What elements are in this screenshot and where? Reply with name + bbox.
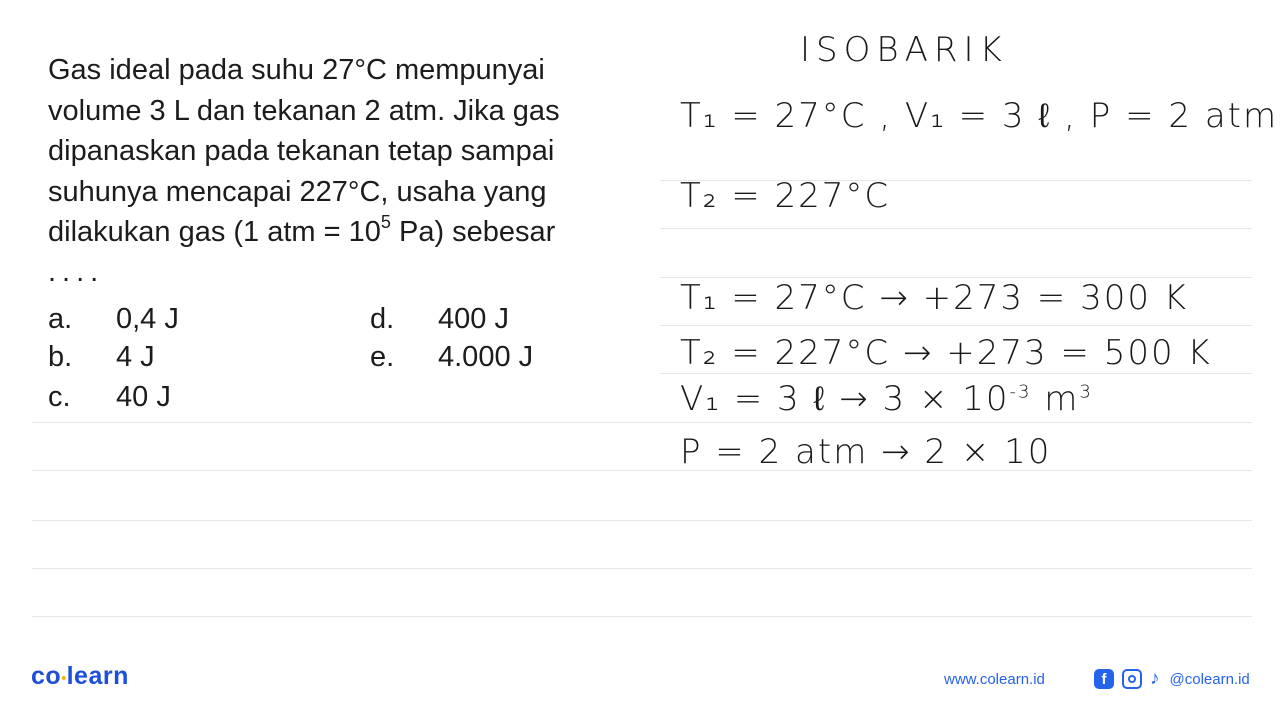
question-line: dipanaskan pada tekanan tetap sampai	[48, 135, 555, 167]
question-line-part: Pa) sebesar	[390, 216, 556, 248]
facebook-icon[interactable]: f	[1094, 669, 1114, 689]
ruled-line	[32, 616, 1252, 617]
option-key: b.	[48, 341, 73, 373]
colearn-logo	[31, 662, 129, 691]
option-text: 4.000 J	[438, 341, 534, 373]
logo-dot: •	[61, 669, 67, 686]
solution-step-2: T₂ = 227°C → +273 = 500 K	[680, 333, 1212, 373]
ruled-line	[32, 520, 1252, 521]
solution-step-1: T₁ = 27°C → +273 = 300 K	[680, 278, 1189, 318]
ellipsis: ....	[48, 256, 105, 288]
tiktok-icon[interactable]: ♪	[1150, 668, 1160, 689]
logo-part: learn	[66, 662, 129, 690]
exponent: 3	[1079, 381, 1093, 403]
ruled-line	[32, 568, 1252, 569]
ruled-line	[32, 470, 1252, 471]
exponent: -3	[1009, 381, 1032, 403]
option-key: d.	[370, 303, 395, 335]
option-key: c.	[48, 381, 71, 413]
social-handle[interactable]: @colearn.id	[1169, 670, 1250, 688]
option-c[interactable]	[48, 379, 171, 415]
step-part: m	[1031, 379, 1080, 419]
question-line: volume 3 L dan tekanan 2 atm. Jika gas	[48, 94, 560, 127]
option-b[interactable]	[48, 339, 155, 375]
option-e[interactable]	[370, 339, 533, 375]
ruled-line	[660, 228, 1252, 229]
ruled-line	[32, 422, 1252, 423]
exponent: 5	[380, 212, 391, 233]
question-text	[48, 50, 648, 253]
solution-given-2: T₂ = 227°C	[680, 176, 891, 216]
option-text: 40 J	[116, 381, 171, 413]
option-text: 4 J	[116, 341, 155, 373]
step-part: V₁ = 3 ℓ → 3 × 10	[680, 379, 1010, 419]
solution-step-4: P = 2 atm → 2 × 10	[680, 432, 1052, 472]
website-link[interactable]: www.colearn.id	[944, 671, 1045, 688]
option-d[interactable]	[370, 301, 509, 337]
instagram-icon[interactable]	[1122, 669, 1142, 689]
ruled-line	[660, 325, 1252, 326]
option-a[interactable]	[48, 301, 179, 337]
logo-part: co	[31, 662, 62, 690]
question-line: Gas ideal pada suhu 27°C mempunyai	[48, 54, 545, 86]
question-line: suhunya mencapai 227°C, usaha yang	[48, 175, 547, 208]
social-links	[1094, 668, 1250, 690]
ruled-line	[660, 373, 1252, 374]
option-text: 400 J	[438, 303, 509, 335]
option-text: 0,4 J	[116, 303, 179, 335]
question-line-part: dilakukan gas (1 atm = 10	[48, 216, 381, 248]
option-key: e.	[370, 341, 395, 373]
solution-title: ISOBARIK	[800, 30, 1008, 70]
question-line	[48, 212, 648, 253]
option-key: a.	[48, 303, 73, 335]
solution-given-1: T₁ = 27°C , V₁ = 3 ℓ , P = 2 atm	[680, 96, 1279, 136]
solution-step-3	[680, 379, 1093, 419]
